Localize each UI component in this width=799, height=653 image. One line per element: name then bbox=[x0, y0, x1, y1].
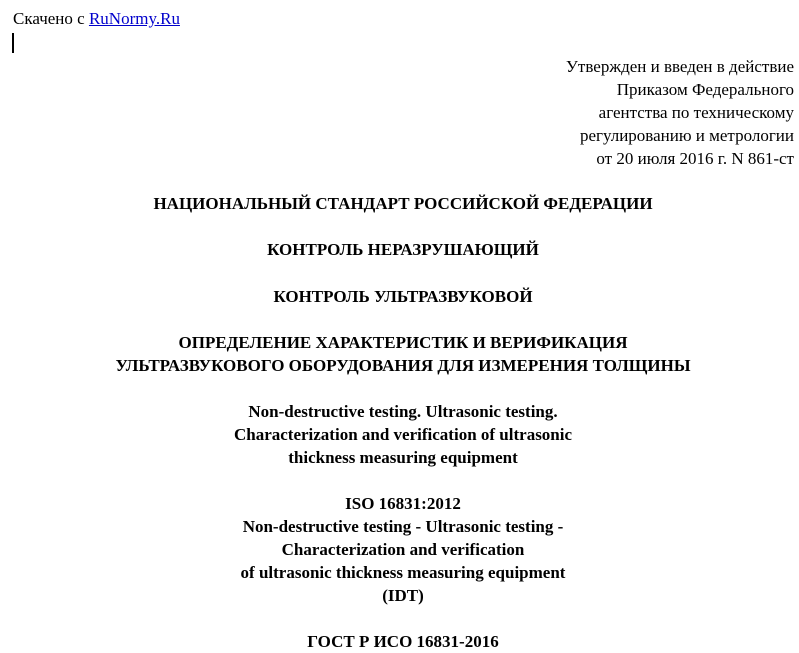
source-prefix: Скачено с bbox=[13, 9, 89, 28]
iso-title-line: Non-destructive testing - Ultrasonic testing - bbox=[242, 517, 564, 536]
iso-title-line: of ultrasonic thickness measuring equipment bbox=[240, 563, 566, 582]
approval-line: агентства по техническому bbox=[598, 103, 794, 122]
text-cursor bbox=[12, 33, 14, 53]
title-characterization bbox=[0, 331, 799, 377]
english-title-line: Non-destructive testing. Ultrasonic testing. bbox=[248, 402, 558, 421]
approval-block bbox=[566, 55, 794, 170]
iso-block bbox=[0, 492, 799, 607]
english-title bbox=[0, 400, 799, 469]
gost-code: ГОСТ Р ИСО 16831-2016 bbox=[307, 632, 499, 651]
title-ultrasonic bbox=[0, 285, 799, 308]
title-2-text: КОНТРОЛЬ УЛЬТРАЗВУКОВОЙ bbox=[273, 287, 533, 306]
english-title-line: thickness measuring equipment bbox=[288, 448, 518, 467]
approval-line: Приказом Федерального bbox=[616, 80, 794, 99]
title-nondestructive bbox=[0, 238, 799, 261]
iso-title-line: Characterization and verification bbox=[281, 540, 525, 559]
title-3-line: ОПРЕДЕЛЕНИЕ ХАРАКТЕРИСТИК И ВЕРИФИКАЦИЯ bbox=[178, 333, 628, 352]
approval-line: Утвержден и введен в действие bbox=[565, 57, 794, 76]
title-3-line: УЛЬТРАЗВУКОВОГО ОБОРУДОВАНИЯ ДЛЯ ИЗМЕРЕНИЯ ТОЛЩИНЫ bbox=[115, 356, 691, 375]
iso-identity: (IDT) bbox=[382, 586, 424, 605]
source-line bbox=[13, 8, 180, 30]
national-standard-heading bbox=[0, 192, 799, 215]
runormy-link[interactable]: RuNormy.Ru bbox=[88, 9, 180, 28]
approval-line: от 20 июля 2016 г. N 861-ст bbox=[596, 149, 794, 168]
title-1-text: КОНТРОЛЬ НЕРАЗРУШАЮЩИЙ bbox=[267, 240, 539, 259]
english-title-line: Characterization and verification of ultrasonic bbox=[233, 425, 573, 444]
iso-code: ISO 16831:2012 bbox=[345, 494, 461, 513]
national-standard-text: НАЦИОНАЛЬНЫЙ СТАНДАРТ РОССИЙСКОЙ ФЕДЕРАЦИИ bbox=[153, 194, 653, 213]
approval-line: регулированию и метрологии bbox=[579, 126, 794, 145]
